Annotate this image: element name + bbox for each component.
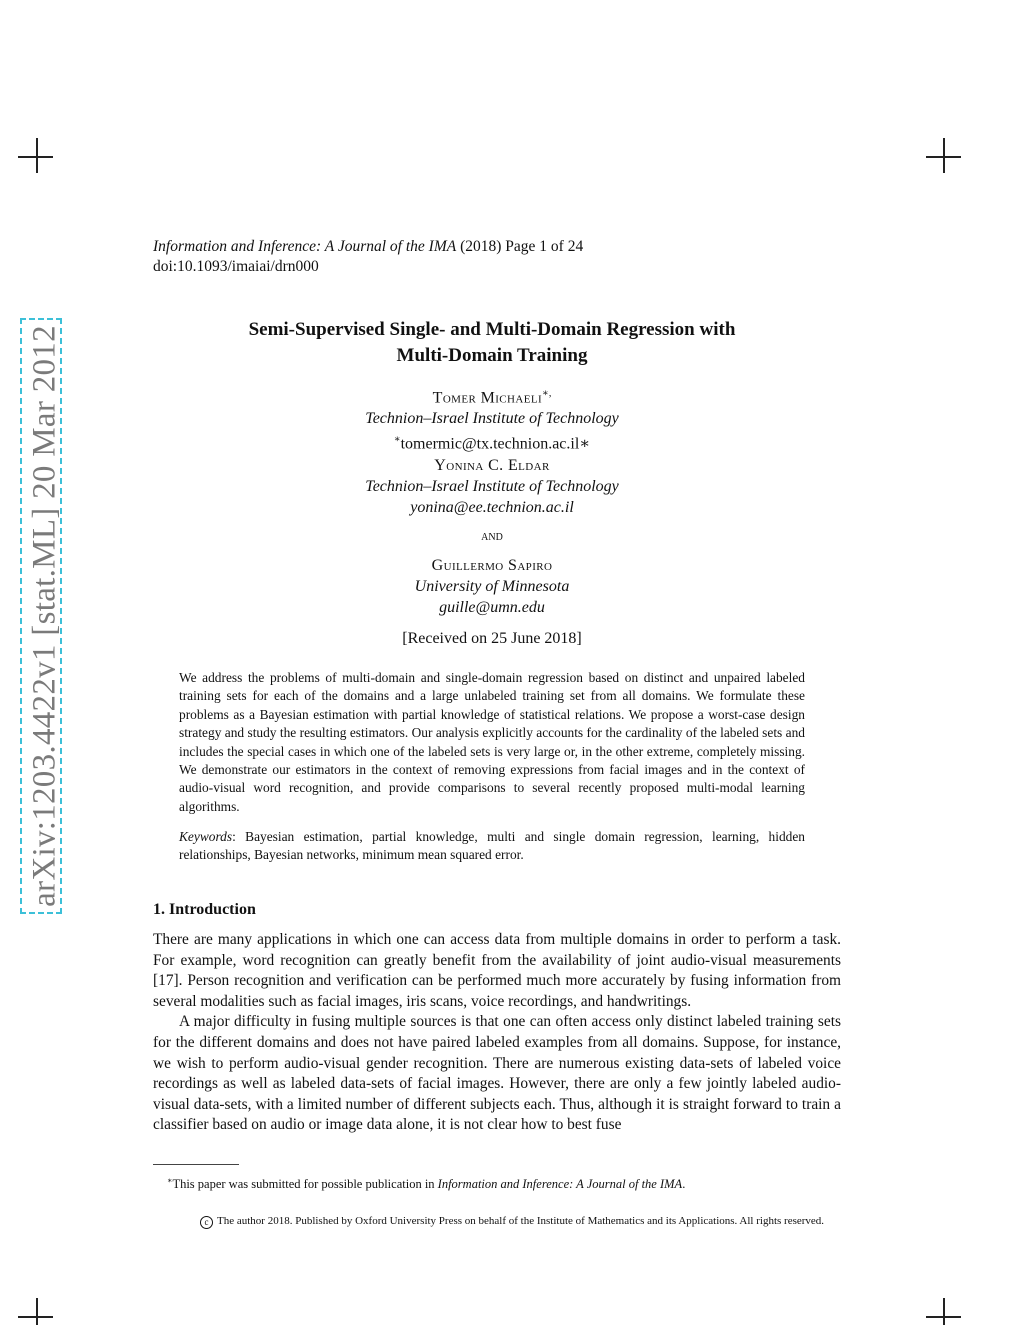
copyright-text: The author 2018. Published by Oxford University Press on behalf of the Institute of Mathematics and its Applications. All rights reserved.: [217, 1215, 825, 1227]
keywords-label: Keywords: [179, 829, 233, 844]
footnote-journal: Information and Inference: A Journal of the IMA: [437, 1177, 683, 1192]
introduction-body: [153, 930, 841, 1136]
copyright-line: [200, 1213, 824, 1229]
email-marker: ∗: [393, 434, 401, 446]
received-date: [Received on 25 June 2018]: [402, 629, 582, 647]
and-separator: and: [481, 528, 503, 544]
journal-header: [153, 237, 583, 277]
paper-title: [153, 317, 831, 369]
author-marker: ∗,: [542, 388, 552, 399]
crop-mark-tl-v: [36, 138, 38, 173]
footnote-rule: [153, 1164, 239, 1165]
author-name: Guillermo Sapiro: [431, 556, 553, 574]
author-block: [153, 383, 831, 649]
keywords-text: : Bayesian estimation, partial knowledge, multi and single domain regression, learning, hidden relationships, Bayesian networks, minimum mean squared error.: [179, 829, 805, 863]
paragraph: There are many applications in which one can access data from multiple domains in order to perform a task. For example, word recognition can greatly benefit from the availability of joint audio-visual measurements [17]. Person recognition and verification can be performed much more accurately by fusing information from several modalities such as facial images, iris scans, voice recordings, and handwritings.: [153, 931, 841, 1010]
author-affiliation: Technion–Israel Institute of Technology: [365, 477, 619, 495]
author-name: Tomer Michaeli: [432, 389, 543, 407]
year-page: (2018) Page 1 of 24: [460, 238, 584, 255]
author-email: tomermic@tx.technion.ac.il∗: [400, 435, 591, 453]
abstract: We address the problems of multi-domain and single-domain regression based on distinct and unpaired labeled training sets for each of the domains and a large unlabeled training set from all domains. We formulate these problems as a Bayesian estimation with partial knowledge of statistical relations. We propose a worst-case design strategy and study the resulting estimators. Our analysis explicitly accounts for the cardinality of the labeled sets and includes the special cases in which one of the labeled sets is very large or, in the other extreme, completely missing. We demonstrate our estimators in the context of removing expressions from facial images and in the context of audio-visual word recognition, and provide comparisons to several recently proposed multi-modal learning algorithms.: [179, 670, 805, 814]
author-name: Yonina C. Eldar: [434, 456, 550, 474]
author-email: yonina@ee.technion.ac.il: [410, 498, 574, 516]
keywords: [179, 828, 805, 865]
footnote-marker: ∗: [167, 1176, 173, 1185]
footnote-end: .: [682, 1177, 686, 1192]
crop-mark-br-v: [943, 1298, 945, 1325]
crop-mark-tr-v: [943, 138, 945, 173]
author-affiliation: University of Minnesota: [414, 577, 570, 595]
title-line-2: Multi-Domain Training: [396, 345, 588, 366]
journal-name: Information and Inference: A Journal of the IMA: [153, 238, 457, 255]
author-email: guille@umn.edu: [439, 598, 545, 616]
paragraph: A major difficulty in fusing multiple sources is that one can often access only distinct labeled training sets for the different domains and does not have paired labeled examples from all domains. Suppose, for instance, we wish to perform audio-visual gender recognition. There are numerous existing data-sets of labeled voice recordings as well as labeled data-sets of facial images. However, there are only a few jointly labeled audio-visual data-sets, with a limited number of different subjects each. Thus, although it is straight forward to train a classifier based on audio or image data alone, it is not clear how to best fuse: [153, 1013, 841, 1134]
author-affiliation: Technion–Israel Institute of Technology: [365, 410, 619, 428]
section-heading: 1. Introduction: [153, 901, 256, 918]
doi: doi:10.1093/imaiai/drn000: [153, 258, 319, 275]
footnote: [167, 1173, 685, 1192]
crop-mark-bl-v: [36, 1298, 38, 1325]
arxiv-stamp: arXiv:1203.4422v1 [stat.ML] 20 Mar 2012: [26, 325, 63, 907]
copyright-icon: c: [200, 1216, 213, 1229]
footnote-text: This paper was submitted for possible publication in: [172, 1177, 438, 1192]
title-line-1: Semi-Supervised Single- and Multi-Domain Regression with: [248, 319, 736, 340]
